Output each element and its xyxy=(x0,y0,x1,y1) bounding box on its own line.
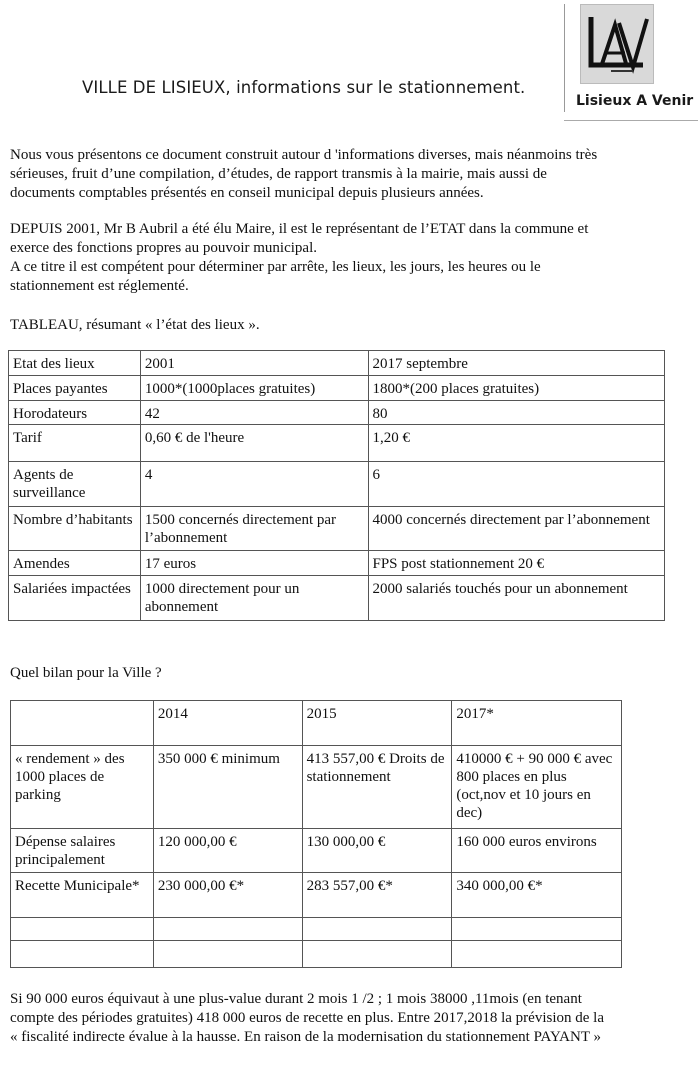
table-row xyxy=(9,401,665,425)
table-cell: 1000 directement pour un abonnement xyxy=(140,576,368,621)
state-table xyxy=(8,350,665,621)
table-cell: 120 000,00 € xyxy=(153,829,302,873)
mayor-paragraph xyxy=(10,220,670,296)
text-line: DEPUIS 2001, Mr B Aubril a été élu Maire, il est le représentant de l’ETAT dans la commune et xyxy=(10,221,589,237)
table-cell: 2001 xyxy=(140,351,368,376)
table-cell: 2000 salariés touchés pour un abonnement xyxy=(368,576,665,621)
table-cell: 2014 xyxy=(153,701,302,746)
table-cell: 340 000,00 €* xyxy=(452,873,622,918)
text-line: « fiscalité indirecte évalue à la hausse. En raison de la modernisation du stationnement PAYANT » xyxy=(10,1029,601,1045)
page-title: VILLE DE LISIEUX, informations sur le stationnement. xyxy=(82,78,526,97)
table-row xyxy=(11,918,622,941)
table-cell: 410000 € + 90 000 € avec 800 places en plus (oct,nov et 10 jours en dec) xyxy=(452,746,622,829)
scan-edge xyxy=(564,120,698,121)
table-cell: 17 euros xyxy=(140,551,368,576)
scan-edge xyxy=(564,4,565,112)
table-cell: FPS post stationnement 20 € xyxy=(368,551,665,576)
table-cell: Dépense salaires principalement xyxy=(11,829,154,873)
table-cell xyxy=(302,918,452,941)
table-row xyxy=(9,425,665,462)
table-cell: 230 000,00 €* xyxy=(153,873,302,918)
table-row xyxy=(9,462,665,507)
table-cell: 413 557,00 € Droits de stationnement xyxy=(302,746,452,829)
table-cell xyxy=(452,941,622,968)
table-cell xyxy=(452,918,622,941)
logo-mark xyxy=(580,4,654,84)
table-cell: 1800*(200 places gratuites) xyxy=(368,376,665,401)
text-line: documents comptables présentés en conseil municipal depuis plusieurs années. xyxy=(10,185,484,201)
table-cell: 130 000,00 € xyxy=(302,829,452,873)
table-row xyxy=(9,551,665,576)
text-line: A ce titre il est compétent pour déterminer par arrête, les lieux, les jours, les heures ou le xyxy=(10,259,541,275)
table-row xyxy=(9,376,665,401)
table-cell: 2017* xyxy=(452,701,622,746)
balance-table xyxy=(10,700,622,968)
table1-intro: TABLEAU, résumant « l’état des lieux ». xyxy=(10,317,260,333)
table-cell: 4000 concernés directement par l’abonnement xyxy=(368,507,665,551)
table-row xyxy=(9,576,665,621)
table-row xyxy=(11,829,622,873)
intro-paragraph xyxy=(10,146,670,203)
text-line: compte des périodes gratuites) 418 000 euros de recette en plus. Entre 2017,2018 la prévision de la xyxy=(10,1010,604,1026)
table-cell: 1500 concernés directement par l’abonnement xyxy=(140,507,368,551)
table-cell: 160 000 euros environs xyxy=(452,829,622,873)
table-cell: 80 xyxy=(368,401,665,425)
table-cell xyxy=(153,941,302,968)
table-header-row xyxy=(9,351,665,376)
table-header-row xyxy=(11,701,622,746)
text-line: exerce des fonctions propres au pouvoir municipal. xyxy=(10,240,317,256)
table-cell: Recette Municipale* xyxy=(11,873,154,918)
table-cell: Places payantes xyxy=(9,376,141,401)
table-row xyxy=(11,873,622,918)
table-cell: 2017 septembre xyxy=(368,351,665,376)
table-cell: 1,20 € xyxy=(368,425,665,462)
table-cell xyxy=(11,918,154,941)
table-row xyxy=(11,746,622,829)
logo-caption: Lisieux A Venir xyxy=(576,93,694,109)
text-line: stationnement est réglementé. xyxy=(10,278,189,294)
lav-logo xyxy=(562,4,698,114)
table-cell xyxy=(11,701,154,746)
table-cell: « rendement » des 1000 places de parking xyxy=(11,746,154,829)
table-cell: Amendes xyxy=(9,551,141,576)
table-row xyxy=(11,941,622,968)
table-cell: 2015 xyxy=(302,701,452,746)
table-cell xyxy=(153,918,302,941)
table-cell: 350 000 € minimum xyxy=(153,746,302,829)
table-cell: 0,60 € de l'heure xyxy=(140,425,368,462)
conclusion-paragraph xyxy=(10,990,690,1047)
table-cell: Etat des lieux xyxy=(9,351,141,376)
table-cell: Agents de surveillance xyxy=(9,462,141,507)
table-row xyxy=(9,507,665,551)
table-cell xyxy=(302,941,452,968)
table-cell xyxy=(11,941,154,968)
table-cell: Tarif xyxy=(9,425,141,462)
table-cell: Horodateurs xyxy=(9,401,141,425)
table-cell: Salariées impactées xyxy=(9,576,141,621)
table-cell: 283 557,00 €* xyxy=(302,873,452,918)
text-line: sérieuses, fruit d’une compilation, d’études, de rapport transmis à la mairie, mais aussi de xyxy=(10,166,547,182)
table-cell: 6 xyxy=(368,462,665,507)
text-line: Si 90 000 euros équivaut à une plus-value durant 2 mois 1 /2 ; 1 mois 38000 ,11mois (en tenant xyxy=(10,991,582,1007)
text-line: Nous vous présentons ce document construit autour d 'informations diverses, mais néanmoins très xyxy=(10,147,598,163)
table2-intro: Quel bilan pour la Ville ? xyxy=(10,665,162,681)
table-cell: 42 xyxy=(140,401,368,425)
table-cell: 1000*(1000places gratuites) xyxy=(140,376,368,401)
table-cell: 4 xyxy=(140,462,368,507)
table-cell: Nombre d’habitants xyxy=(9,507,141,551)
